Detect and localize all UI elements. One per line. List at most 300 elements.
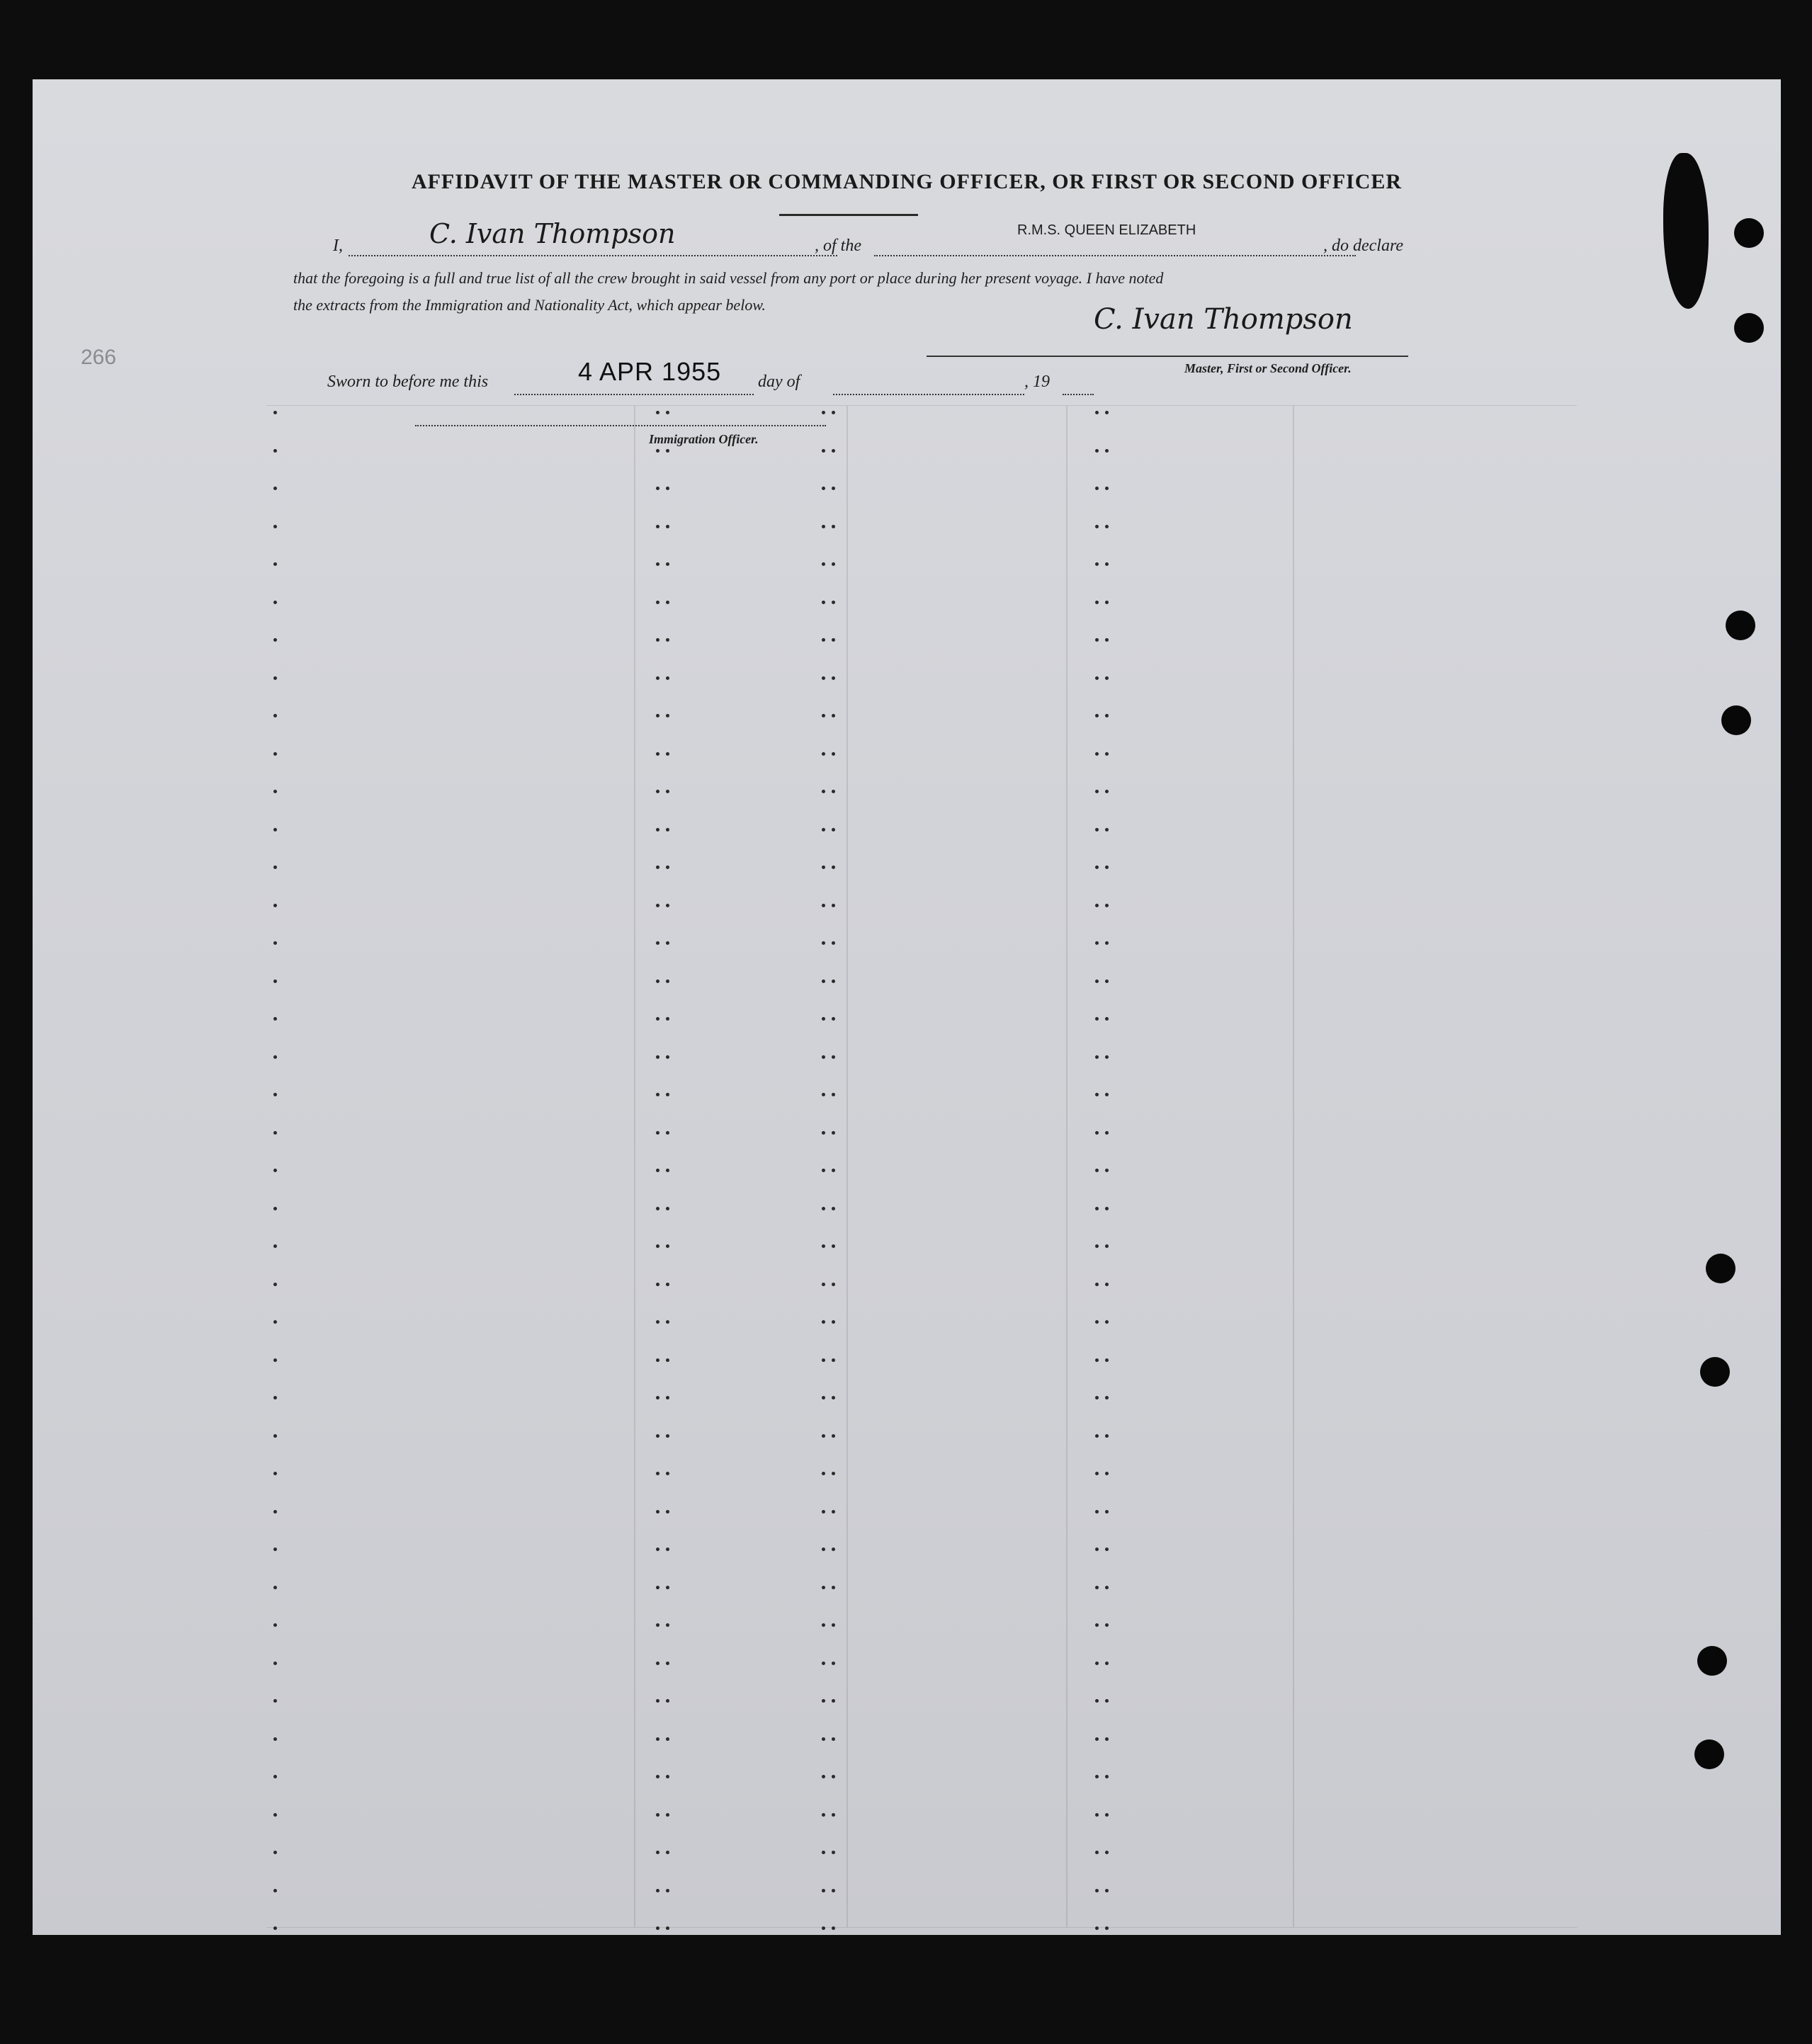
ditto-dot <box>656 449 659 453</box>
ditto-dot <box>273 562 277 566</box>
ditto-dot <box>822 1813 825 1817</box>
ditto-dot <box>666 1434 669 1438</box>
ditto-dot <box>832 1244 835 1248</box>
ditto-dot <box>822 411 825 414</box>
binder-hole <box>1706 1254 1735 1283</box>
ditto-dot <box>666 865 669 869</box>
ditto-dot <box>1105 828 1109 831</box>
ditto-dot <box>822 1889 825 1892</box>
ditto-dot <box>666 980 669 983</box>
ditto-dot <box>273 1662 277 1665</box>
ditto-dot <box>656 752 659 756</box>
ditto-dot <box>666 1055 669 1059</box>
ditto-dot <box>822 1662 825 1665</box>
ditto-dot <box>822 790 825 793</box>
ditto-dot <box>832 1320 835 1324</box>
ditto-dot <box>656 714 659 717</box>
ditto-dot <box>656 1396 659 1399</box>
ditto-dot <box>1105 1434 1109 1438</box>
ditto-dot <box>1095 1055 1099 1059</box>
ditto-dot <box>666 941 669 945</box>
ditto-dot <box>273 1434 277 1438</box>
ditto-dot <box>273 1472 277 1475</box>
ditto-dot <box>1105 904 1109 907</box>
ditto-dot <box>1105 411 1109 414</box>
ditto-dot <box>273 1283 277 1286</box>
ditto-dot <box>1095 449 1099 453</box>
officer-name-signature: C. Ivan Thompson <box>429 218 676 249</box>
ditto-dot <box>1095 980 1099 983</box>
ditto-dot <box>832 1434 835 1438</box>
line1-of: , of the <box>815 237 861 255</box>
ditto-dot <box>666 752 669 756</box>
ditto-dot <box>822 1434 825 1438</box>
ditto-dot <box>666 1775 669 1778</box>
ditto-dot <box>832 449 835 453</box>
ditto-dot <box>822 1548 825 1551</box>
document-page <box>33 79 1781 1935</box>
ditto-dot <box>666 1396 669 1399</box>
line1-prefix: I, <box>333 237 343 255</box>
ditto-dot <box>1105 1396 1109 1399</box>
ditto-dot <box>1105 1131 1109 1135</box>
ditto-dot <box>273 1775 277 1778</box>
ditto-dot <box>273 865 277 869</box>
ditto-dot <box>656 1244 659 1248</box>
ditto-dot <box>273 601 277 604</box>
ditto-dot <box>832 1775 835 1778</box>
ditto-dot <box>666 1813 669 1817</box>
ditto-dot <box>273 1926 277 1930</box>
margin-mark: 266 <box>81 346 117 369</box>
sworn-year-prefix: , 19 <box>1024 373 1050 391</box>
ditto-dot <box>273 411 277 414</box>
ditto-dot <box>1105 1017 1109 1021</box>
ditto-dot <box>1095 1169 1099 1172</box>
binder-hole <box>1734 218 1764 248</box>
ditto-dot <box>656 1434 659 1438</box>
ditto-dot <box>1095 1017 1099 1021</box>
ditto-dot <box>832 676 835 680</box>
ditto-dot <box>1095 1358 1099 1362</box>
ditto-dot <box>1105 1851 1109 1854</box>
officer-caption: Master, First or Second Officer. <box>1184 361 1352 375</box>
ditto-dot <box>1095 828 1099 831</box>
ditto-dot <box>832 1926 835 1930</box>
ditto-dot <box>666 1662 669 1665</box>
ditto-dot <box>822 1775 825 1778</box>
ditto-dot <box>656 1586 659 1589</box>
ditto-dot <box>273 1169 277 1172</box>
ditto-dot <box>273 1510 277 1514</box>
ditto-dot <box>1095 676 1099 680</box>
ditto-dot <box>1095 562 1099 566</box>
ditto-dot <box>1095 1510 1099 1514</box>
ditto-dot <box>822 1207 825 1210</box>
ditto-dot <box>1095 865 1099 869</box>
ditto-dot <box>1105 1737 1109 1741</box>
ditto-dot <box>666 1244 669 1248</box>
ditto-dot <box>822 865 825 869</box>
ditto-dot <box>1105 601 1109 604</box>
ditto-dot <box>656 1926 659 1930</box>
ditto-dot <box>666 1889 669 1892</box>
ditto-dot <box>832 1699 835 1703</box>
ditto-dot <box>822 752 825 756</box>
ditto-dot <box>273 1358 277 1362</box>
ditto-dot <box>1105 449 1109 453</box>
ditto-dot <box>656 1169 659 1172</box>
ditto-dot <box>822 1320 825 1324</box>
ditto-dot <box>1095 1586 1099 1589</box>
ditto-dot <box>832 487 835 490</box>
ditto-dot <box>1095 1813 1099 1817</box>
ditto-dot <box>832 904 835 907</box>
line1-suffix: , do declare <box>1323 237 1404 255</box>
ditto-dot <box>1105 1662 1109 1665</box>
ditto-dot <box>1105 1586 1109 1589</box>
ditto-dot <box>666 487 669 490</box>
ditto-dot <box>656 525 659 528</box>
ditto-dot <box>273 1244 277 1248</box>
officer-signature: C. Ivan Thompson <box>1094 303 1353 336</box>
ditto-dot <box>273 1813 277 1817</box>
ditto-dot <box>1105 676 1109 680</box>
ditto-dot <box>656 790 659 793</box>
ditto-dot <box>822 1926 825 1930</box>
ditto-dot <box>832 752 835 756</box>
bleed-through-table <box>266 405 1577 1928</box>
ditto-dot <box>273 1396 277 1399</box>
ditto-dot <box>1105 1623 1109 1627</box>
ditto-dot <box>273 752 277 756</box>
ditto-dot <box>656 638 659 642</box>
ditto-dot <box>822 904 825 907</box>
ditto-dot <box>273 1851 277 1854</box>
ditto-dot <box>656 1472 659 1475</box>
ditto-dot <box>1105 1472 1109 1475</box>
ditto-dot <box>273 1586 277 1589</box>
ditto-dot <box>656 1889 659 1892</box>
ditto-dot <box>832 1889 835 1892</box>
ditto-dot <box>1095 1244 1099 1248</box>
ditto-dot <box>822 562 825 566</box>
immigration-officer-line <box>415 425 826 426</box>
ditto-dot <box>666 1283 669 1286</box>
ditto-dot <box>1095 1472 1099 1475</box>
sworn-prefix: Sworn to before me this <box>327 373 489 391</box>
ditto-dot <box>656 1207 659 1210</box>
ditto-dot <box>822 1699 825 1703</box>
year-blank-line <box>1063 394 1094 395</box>
ditto-dot <box>1105 1699 1109 1703</box>
ditto-dot <box>1095 1548 1099 1551</box>
ditto-dot <box>832 411 835 414</box>
ditto-dot <box>666 1548 669 1551</box>
ditto-dot <box>666 1699 669 1703</box>
ditto-dot <box>1095 714 1099 717</box>
ditto-dot <box>822 1586 825 1589</box>
ditto-dot <box>656 562 659 566</box>
ditto-dot <box>832 1586 835 1589</box>
ditto-dot <box>1095 1434 1099 1438</box>
ditto-dot <box>273 676 277 680</box>
ditto-dot <box>666 1472 669 1475</box>
ditto-dot <box>1095 1623 1099 1627</box>
ditto-dot <box>656 1283 659 1286</box>
ditto-dot <box>1105 1926 1109 1930</box>
ditto-dot <box>832 1169 835 1172</box>
ditto-dot <box>1095 1131 1099 1135</box>
ditto-dot <box>1105 980 1109 983</box>
ditto-dot <box>822 601 825 604</box>
ditto-dot <box>1095 1889 1099 1892</box>
ditto-dot <box>1105 752 1109 756</box>
ditto-dot <box>1095 1775 1099 1778</box>
ditto-dot <box>832 601 835 604</box>
ditto-dot <box>666 828 669 831</box>
ditto-dot <box>666 1358 669 1362</box>
ditto-dot <box>832 1093 835 1096</box>
ditto-dot <box>1105 1548 1109 1551</box>
ditto-dot <box>1095 601 1099 604</box>
ditto-dot <box>273 1889 277 1892</box>
ditto-dot <box>822 638 825 642</box>
ditto-dot <box>666 1169 669 1172</box>
ditto-dot <box>273 790 277 793</box>
ditto-dot <box>822 941 825 945</box>
ditto-dot <box>822 1055 825 1059</box>
ditto-dot <box>822 1017 825 1021</box>
ditto-dot <box>832 1813 835 1817</box>
ditto-dot <box>656 904 659 907</box>
ditto-dot <box>832 865 835 869</box>
ditto-dot <box>666 1093 669 1096</box>
ditto-dot <box>656 865 659 869</box>
ditto-dot <box>656 1131 659 1135</box>
ditto-dot <box>832 1358 835 1362</box>
ditto-dot <box>273 941 277 945</box>
ditto-dot <box>656 1699 659 1703</box>
ditto-dot <box>832 1548 835 1551</box>
ditto-dot <box>822 525 825 528</box>
ditto-dot <box>832 828 835 831</box>
ditto-dot <box>1095 1737 1099 1741</box>
ditto-dot <box>666 1623 669 1627</box>
ditto-dot <box>1095 941 1099 945</box>
ditto-dot <box>822 1737 825 1741</box>
ditto-dot <box>666 562 669 566</box>
ditto-dot <box>1095 1699 1099 1703</box>
ditto-dot <box>273 487 277 490</box>
statement-line-2: that the foregoing is a full and true list of all the crew brought in said vessel from any port or place during her present voyage. I have noted <box>293 269 1164 287</box>
ditto-dot <box>1105 1283 1109 1286</box>
ditto-dot <box>832 790 835 793</box>
ditto-dot <box>1095 487 1099 490</box>
ditto-dot <box>822 676 825 680</box>
ditto-dot <box>666 1320 669 1324</box>
ditto-dot <box>832 1017 835 1021</box>
ditto-dot <box>656 1623 659 1627</box>
ditto-dot <box>832 1055 835 1059</box>
ditto-dot <box>666 449 669 453</box>
ditto-dot <box>822 1169 825 1172</box>
ditto-dot <box>656 1851 659 1854</box>
ditto-dot <box>666 790 669 793</box>
ditto-dot <box>1095 1662 1099 1665</box>
binder-hole <box>1734 313 1764 343</box>
ditto-dot <box>822 1623 825 1627</box>
sworn-date-stamp: 4 APR 1955 <box>578 357 722 386</box>
ditto-dot <box>666 1851 669 1854</box>
ditto-dot <box>656 828 659 831</box>
ditto-dot <box>822 449 825 453</box>
ditto-dot <box>822 487 825 490</box>
ditto-dot <box>822 1358 825 1362</box>
ditto-dot <box>273 1093 277 1096</box>
ditto-dot <box>656 1320 659 1324</box>
ditto-dot <box>1105 941 1109 945</box>
ditto-dot <box>656 1055 659 1059</box>
ditto-dot <box>656 1775 659 1778</box>
ditto-dot <box>832 1207 835 1210</box>
ditto-dot <box>273 714 277 717</box>
ditto-dot <box>1105 865 1109 869</box>
vessel-name: R.M.S. QUEEN ELIZABETH <box>1017 222 1196 238</box>
ditto-dot <box>666 714 669 717</box>
ditto-dot <box>1105 1813 1109 1817</box>
ditto-dot <box>273 1737 277 1741</box>
ditto-dot <box>1105 487 1109 490</box>
ditto-dot <box>1095 1851 1099 1854</box>
officer-signature-line <box>927 356 1408 357</box>
immigration-caption: Immigration Officer. <box>649 432 759 446</box>
ditto-dot <box>656 980 659 983</box>
ditto-dot <box>822 980 825 983</box>
ditto-dot <box>1105 562 1109 566</box>
ditto-dot <box>1095 1283 1099 1286</box>
sworn-date-line <box>514 394 754 395</box>
ditto-dot <box>1095 411 1099 414</box>
ditto-dot <box>656 1737 659 1741</box>
ditto-dot <box>832 1396 835 1399</box>
ditto-dot <box>666 1510 669 1514</box>
ditto-dot <box>1095 1320 1099 1324</box>
ditto-dot <box>666 1926 669 1930</box>
ditto-dot <box>832 1283 835 1286</box>
ditto-dot <box>832 1472 835 1475</box>
ditto-dot <box>666 1017 669 1021</box>
ditto-dot <box>666 601 669 604</box>
ditto-dot <box>1105 1169 1109 1172</box>
binder-hole <box>1694 1739 1724 1769</box>
ditto-dot <box>1095 1396 1099 1399</box>
ditto-dot <box>666 904 669 907</box>
ditto-dot <box>656 1662 659 1665</box>
ditto-dot <box>656 1358 659 1362</box>
ditto-dot <box>656 1548 659 1551</box>
ditto-dot <box>1105 1320 1109 1324</box>
vessel-blank-line <box>874 255 1356 256</box>
ditto-dot <box>1095 1207 1099 1210</box>
ditto-dot <box>273 638 277 642</box>
ditto-dot <box>656 1510 659 1514</box>
ditto-dot <box>1105 1244 1109 1248</box>
ditto-dot <box>273 1131 277 1135</box>
ditto-dot <box>1105 1093 1109 1096</box>
binder-hole <box>1726 611 1755 640</box>
ditto-dot <box>832 941 835 945</box>
ditto-dot <box>822 1131 825 1135</box>
ditto-dot <box>832 1737 835 1741</box>
binder-hole <box>1721 705 1751 735</box>
ditto-dot <box>822 714 825 717</box>
binder-hole <box>1697 1646 1727 1676</box>
title-rule <box>779 214 918 216</box>
ditto-dot <box>832 1131 835 1135</box>
ditto-dot <box>1095 638 1099 642</box>
ditto-dot <box>832 525 835 528</box>
ditto-dot <box>1105 1889 1109 1892</box>
ditto-dot <box>666 411 669 414</box>
ditto-dot <box>273 449 277 453</box>
ditto-dot <box>273 828 277 831</box>
ditto-dot <box>273 1623 277 1627</box>
ditto-dot <box>1105 525 1109 528</box>
ditto-dot <box>832 714 835 717</box>
ditto-dot <box>656 676 659 680</box>
ditto-dot <box>273 1207 277 1210</box>
ditto-dot <box>832 1851 835 1854</box>
ditto-dot <box>1105 638 1109 642</box>
ditto-dot <box>822 1510 825 1514</box>
ditto-dot <box>1105 1207 1109 1210</box>
ditto-dot <box>832 1662 835 1665</box>
ditto-dot <box>656 1093 659 1096</box>
statement-line-3: the extracts from the Immigration and Nationality Act, which appear below. <box>293 296 766 314</box>
ditto-dot <box>1095 790 1099 793</box>
ditto-dot <box>1105 1510 1109 1514</box>
ditto-dot <box>656 941 659 945</box>
ditto-dot <box>273 980 277 983</box>
ditto-dot <box>832 980 835 983</box>
ditto-dot <box>666 1586 669 1589</box>
ditto-dot <box>1095 904 1099 907</box>
name-blank-line <box>349 255 837 256</box>
ditto-dot <box>1105 1358 1109 1362</box>
ditto-dot <box>1105 1775 1109 1778</box>
ditto-dot <box>832 638 835 642</box>
ditto-dot <box>1095 1093 1099 1096</box>
ditto-dot <box>273 1320 277 1324</box>
ditto-dot <box>822 1851 825 1854</box>
ditto-dot <box>273 1017 277 1021</box>
ditto-dot <box>666 1737 669 1741</box>
ditto-dot <box>666 1207 669 1210</box>
ditto-dot <box>1095 525 1099 528</box>
ditto-dot <box>832 1510 835 1514</box>
ditto-dot <box>1105 790 1109 793</box>
ditto-dot <box>666 1131 669 1135</box>
ditto-dot <box>656 487 659 490</box>
ditto-dot <box>832 1623 835 1627</box>
ditto-dot <box>822 1472 825 1475</box>
month-blank-line <box>833 394 1024 395</box>
ditto-dot <box>822 1283 825 1286</box>
affidavit-title: AFFIDAVIT OF THE MASTER OR COMMANDING OFFICER, OR FIRST OR SECOND OFFICER <box>411 170 1403 193</box>
ditto-dot <box>273 1548 277 1551</box>
ditto-dot <box>822 828 825 831</box>
